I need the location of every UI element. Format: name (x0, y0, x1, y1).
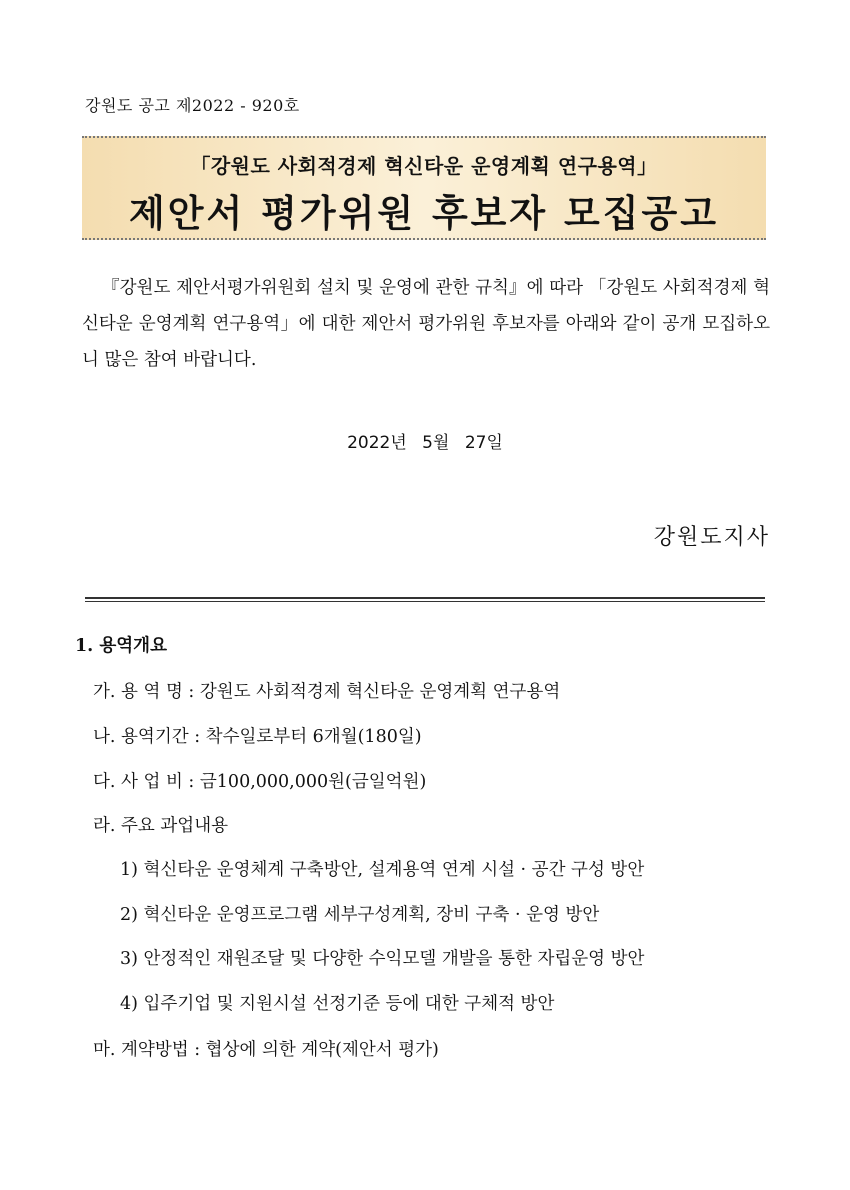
task-item: 4) 입주기업 및 지원시설 선정기준 등에 대한 구체적 방안 (120, 994, 555, 1014)
notice-number: 강원도 공고 제2022 - 920호 (85, 96, 300, 115)
task-item: 3) 안정적인 재원조달 및 다양한 수익모델 개발을 통한 자립운영 방안 (120, 949, 645, 969)
page-title: 제안서 평가위원 후보자 모집공고 (128, 192, 720, 235)
task-item: 2) 혁신타운 운영프로그램 세부구성계획, 장비 구축 · 운영 방안 (120, 905, 600, 925)
notice-date: 2022년 5월 27일 (347, 433, 503, 453)
item-main-tasks: 라. 주요 과업내용 (93, 816, 229, 836)
section-heading: 1. 용역개요 (75, 636, 167, 656)
intro-paragraph: 『강원도 제안서평가위원회 설치 및 운영에 관한 규칙』에 따라 「강원도 사회적경제 혁신타운 운영계획 연구용역」에 대한 제안서 평가위원 후보자를 아래와 같이 공개 모집하오니 많은 참여 바랍니다. (82, 278, 770, 370)
title-banner (82, 136, 766, 240)
item-contract-method: 마. 계약방법 : 협상에 의한 계약(제안서 평가) (93, 1040, 439, 1060)
item-service-name: 가. 용 역 명 : 강원도 사회적경제 혁신타운 운영계획 연구용역 (93, 682, 561, 702)
item-service-period: 나. 용역기간 : 착수일로부터 6개월(180일) (93, 727, 422, 747)
task-item: 1) 혁신타운 운영체계 구축방안, 설계용역 연계 시설 · 공간 구성 방안 (120, 860, 645, 880)
section-divider (85, 597, 765, 602)
signer: 강원도지사 (653, 525, 770, 550)
title-subtitle: 「강원도 사회적경제 혁신타운 운영계획 연구용역」 (190, 154, 658, 178)
item-budget: 다. 사 업 비 : 금100,000,000원(금일억원) (93, 772, 427, 792)
